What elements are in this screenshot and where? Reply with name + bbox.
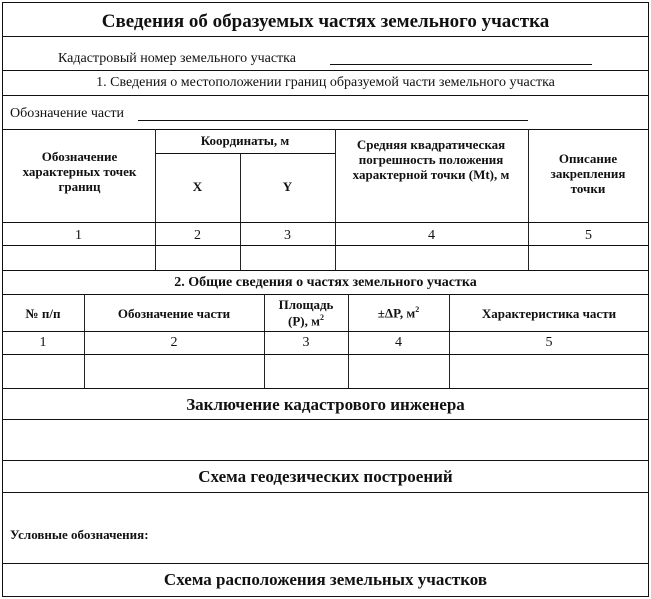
col-number: 4 (428, 228, 435, 243)
divider (2, 70, 649, 71)
cadastral-number-label: Кадастровый номер земельного участка (58, 51, 296, 66)
divider (2, 270, 649, 271)
col-number: 1 (75, 228, 82, 243)
section2-heading: 2. Общие сведения о частях земельного участка (174, 275, 477, 290)
col-number: 1 (39, 335, 47, 350)
col-number: 2 (194, 228, 201, 243)
col-y-header: Y (282, 179, 293, 194)
scheme-heading: Схема геодезических построений (198, 467, 453, 486)
col-number: 5 (545, 335, 553, 350)
divider (2, 294, 649, 295)
col-x-header: X (192, 179, 203, 194)
legend-label: Условные обозначения: (10, 527, 149, 542)
col-point-header: Обозначение характерных точек границ (22, 149, 137, 194)
col-name-header: Обозначение части (117, 306, 231, 321)
col-error-header: Средняя квадратическая погрешность положения характерной точки (Mt), м (352, 137, 510, 182)
conclusion-heading: Заключение кадастрового инженера (186, 395, 465, 414)
divider (2, 36, 649, 37)
col-num-header: № п/п (25, 306, 61, 321)
col-char-header: Характеристика части (481, 306, 617, 321)
col-area-header (268, 298, 344, 329)
part-designation-label: Обозначение части (10, 106, 124, 121)
col-delta-header (348, 305, 449, 321)
cadastral-number-field[interactable] (330, 64, 592, 65)
section1-heading: 1. Сведения о местоположении границ образуемой части земельного участка (96, 75, 555, 90)
col-area-label: Площадь (P), м (278, 297, 334, 329)
col-delta-label: ±ΔP, м (377, 305, 416, 321)
col-desc-header: Описание закрепления точки (550, 151, 626, 196)
divider (2, 95, 649, 96)
layout-heading: Схема расположения земельных участков (163, 570, 488, 589)
col-number: 2 (170, 335, 178, 350)
col-coords-header: Координаты, м (200, 133, 290, 148)
divider (2, 129, 649, 130)
superscript: 2 (415, 305, 420, 314)
col-number: 5 (585, 228, 592, 243)
superscript: 2 (319, 312, 324, 322)
page-title: Сведения об образуемых частях земельного участка (101, 11, 550, 32)
col-number: 3 (302, 335, 310, 350)
col-number: 3 (284, 228, 291, 243)
part-designation-field[interactable] (138, 120, 528, 121)
col-number: 4 (395, 335, 402, 350)
